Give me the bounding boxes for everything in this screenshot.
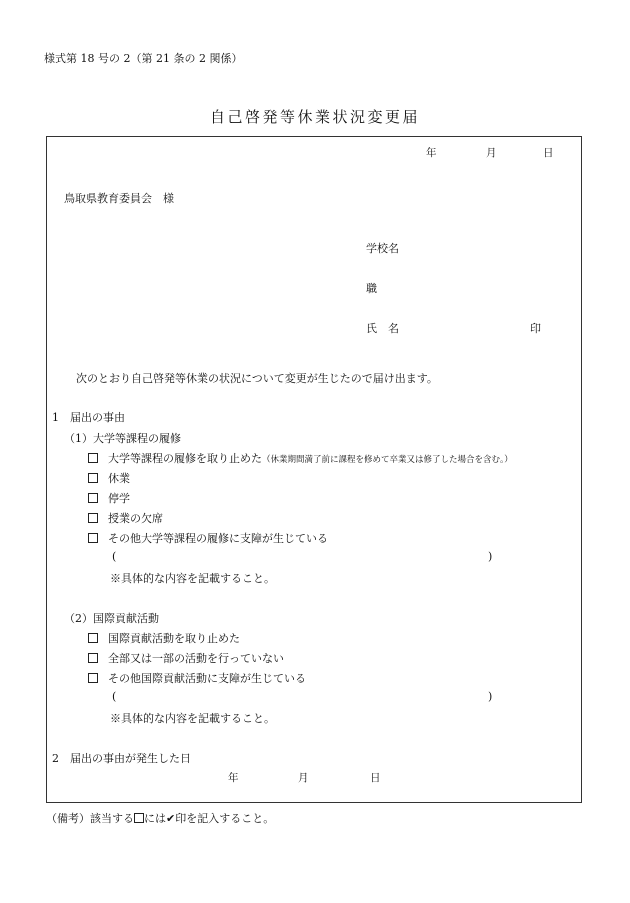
form-number: 様式第 18 号の 2（第 21 条の 2 関係） xyxy=(44,52,243,65)
checkbox[interactable] xyxy=(88,493,98,503)
checkbox[interactable] xyxy=(88,673,98,683)
sub1-item-leave: 休業 xyxy=(88,470,130,486)
sub2-item-withdrawn: 国際貢献活動を取り止めた xyxy=(88,630,240,646)
sub1-item-other: その他大学等課程の履修に支障が生じている xyxy=(88,530,328,546)
document-title: 自己啓発等休業状況変更届 xyxy=(209,108,420,126)
date-day-label: 日 xyxy=(543,147,554,159)
intro-text: 次のとおり自己啓発等休業の状況について変更が生じたので届け出ます。 xyxy=(76,372,438,385)
sub1-note: ※具体的な内容を記載すること。 xyxy=(110,572,275,585)
sub1-item-suspension: 停学 xyxy=(88,490,130,506)
sub2-item-not-active: 全部又は一部の活動を行っていない xyxy=(88,650,284,666)
sub1-paren-open: ( xyxy=(112,550,117,563)
section2-heading: 2 届出の事由が発生した日 xyxy=(52,752,191,765)
checkbox[interactable] xyxy=(88,473,98,483)
checkbox[interactable] xyxy=(88,453,98,463)
sub2-heading: （2）国際貢献活動 xyxy=(64,612,159,625)
section2-year-label: 年 xyxy=(228,772,239,784)
position-label: 職 xyxy=(366,282,377,295)
sub2-paren-open: ( xyxy=(112,690,117,703)
addressee: 鳥取県教育委員会 様 xyxy=(64,192,174,205)
seal-label: 印 xyxy=(530,322,541,335)
section2-day-label: 日 xyxy=(370,772,381,784)
name-label: 氏 名 xyxy=(366,322,399,335)
section1-heading: 1 届出の事由 xyxy=(52,411,125,424)
checkbox[interactable] xyxy=(88,653,98,663)
checkbox-sample-icon xyxy=(134,813,144,823)
sub1-item-withdrawn-note: （休業期間満了前に課程を修めて卒業又は修了した場合を含む。） xyxy=(262,455,513,465)
sub2-item-other: その他国際貢献活動に支障が生じている xyxy=(88,670,306,686)
section2-month-label: 月 xyxy=(298,772,309,784)
sub1-paren-close: ) xyxy=(488,550,493,563)
checkbox[interactable] xyxy=(88,533,98,543)
sub1-heading: （1）大学等課程の履修 xyxy=(64,432,181,445)
date-year-label: 年 xyxy=(426,147,437,159)
checkmark-icon: ✔ xyxy=(166,812,176,825)
remarks: （備考）該当する には✔印を記入すること。 xyxy=(46,812,275,825)
sub1-item-absence: 授業の欠席 xyxy=(88,510,163,526)
sub2-note: ※具体的な内容を記載すること。 xyxy=(110,712,275,725)
sub2-paren-close: ) xyxy=(488,690,493,703)
school-name-label: 学校名 xyxy=(366,242,399,255)
date-month-label: 月 xyxy=(486,147,497,159)
checkbox[interactable] xyxy=(88,513,98,523)
checkbox[interactable] xyxy=(88,633,98,643)
sub1-item-withdrawn: 大学等課程の履修を取り止めた（休業期間満了前に課程を修めて卒業又は修了した場合を含む。） xyxy=(88,450,513,466)
